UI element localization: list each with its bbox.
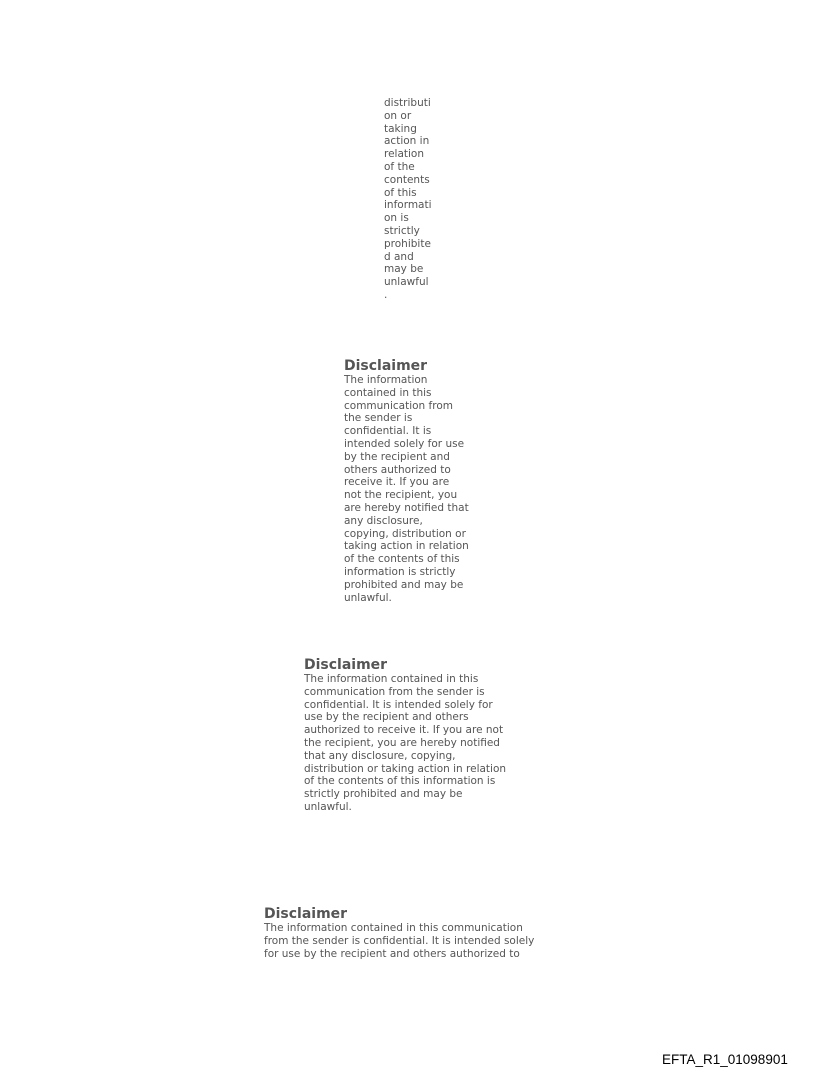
disclaimer-block [304, 657, 524, 814]
disclaimer-block [344, 358, 484, 604]
disclaimer-heading: Disclaimer [264, 906, 348, 922]
disclaimer-text: The information contained in this communication from the sender is confidential. It is intended solely for use by the recipient and others authorized to receive it. If you are not the recipient, you are hereby notified that any disclosure, copying, distribution or taking action in relation of the contents of this information is strictly prohibited and may be unlawful. [344, 374, 469, 604]
document-id: EFTA_R1_01098901 [662, 1052, 788, 1067]
disclaimer-block [264, 906, 564, 960]
disclaimer-fragment-block [384, 97, 454, 302]
disclaimer-fragment-text: distributi on or taking action in relation of the contents of this informati on is strictly prohibite d and may be unlawful . [384, 97, 432, 301]
disclaimer-heading: Disclaimer [344, 358, 428, 374]
disclaimer-text: The information contained in this communication from the sender is confidential. It is intended solely for use by the recipient and others authorized to receive it. If you are not the recipient, you are hereby notified that any disclosure, copying, distribution or taking action in relation of the contents of this information is strictly prohibited and may be unlawful. [304, 673, 507, 813]
disclaimer-text: The information contained in this communication from the sender is confidential. It is intended solely for use by the recipient and others authorized to [264, 922, 535, 960]
disclaimer-heading: Disclaimer [304, 657, 388, 673]
